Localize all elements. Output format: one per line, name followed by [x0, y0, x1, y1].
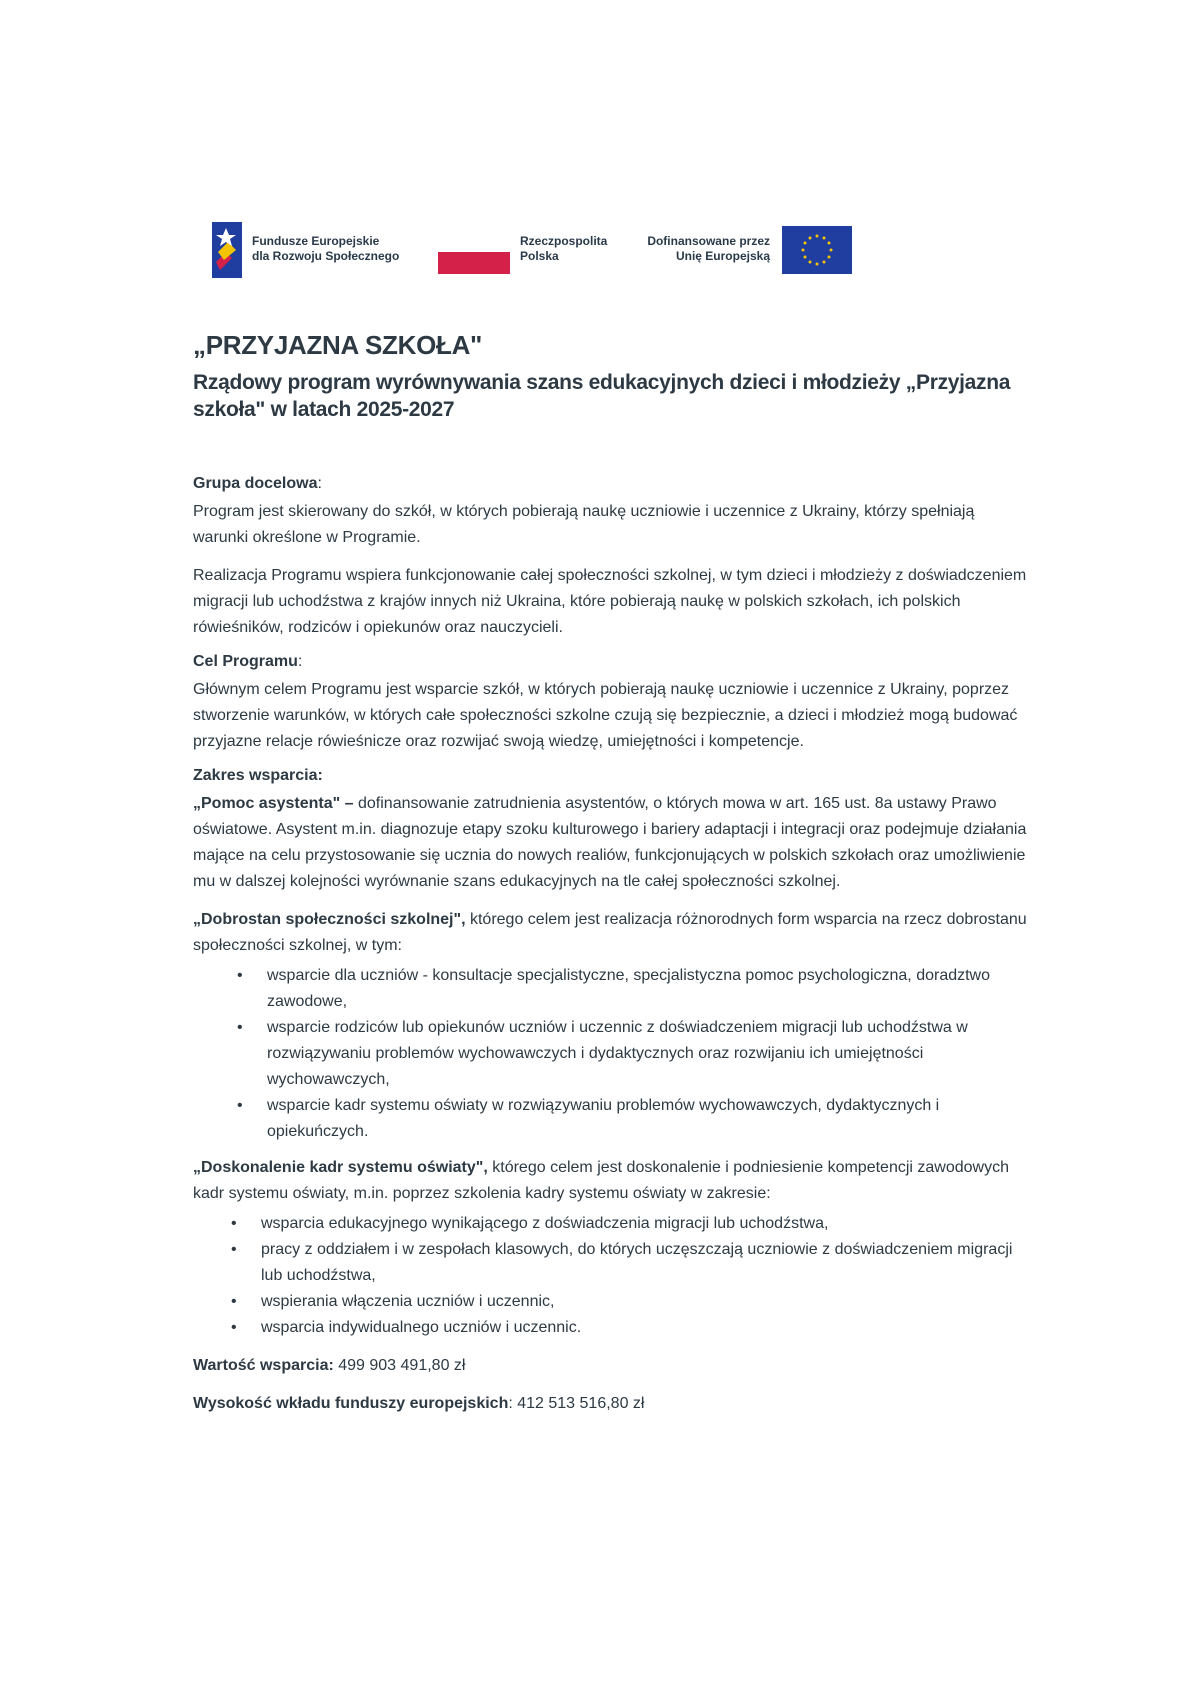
- fe-line-1: Fundusze Europejskie: [252, 234, 380, 248]
- target-group-colon: :: [317, 475, 322, 492]
- rp-line-2: Polska: [520, 249, 559, 263]
- rzeczpospolita-label: [520, 234, 607, 264]
- assistant-paragraph: [193, 791, 1033, 895]
- staff-bold: „Doskonalenie kadr systemu oświaty",: [193, 1159, 488, 1176]
- document-title: „PRZYJAZNA SZKOŁA": [193, 330, 483, 360]
- goal-paragraph: Głównym celem Programu jest wsparcie szkół, w których pobierają naukę uczniowie i uczennice z Ukrainy, poprzez stworzenie warunków, w których całe społeczności szkolne czują się bezpiecznie, a dzieci i młodzież mogą budować przyjazne relacje rówieśnicze oraz rozwijać swoją wiedzę, umiejętności i kompetencje.: [193, 681, 1018, 750]
- support-value: [193, 1353, 1033, 1379]
- rp-line-1: Rzeczpospolita: [520, 234, 608, 248]
- polish-flag-icon: [438, 230, 510, 274]
- target-group-paragraph-2: Realizacja Programu wspiera funkcjonowanie całej społeczności szkolnej, w tym dzieci i młodzieży z doświadczeniem migracji lub uchodźstwa z krajów innych niż Ukraina, które pobierają naukę w polskich szkołach, ich polskich rówieśników, rodziców i opiekunów oraz nauczycieli.: [193, 567, 1027, 636]
- eu-flag-icon: [782, 226, 852, 274]
- wellbeing-text: którego celem jest realizacja różnorodnych form wsparcia na rzecz dobrostanu społeczności szkolnej, w tym:: [193, 911, 1027, 954]
- fundusze-europejskie-label: [252, 234, 399, 264]
- goal-colon: :: [297, 653, 303, 670]
- wellbeing-list: [193, 963, 1033, 1145]
- logo-bar: [212, 220, 852, 280]
- fe-line-2: dla Rozwoju Społecznego: [252, 249, 400, 263]
- goal-heading-text: Cel Programu: [193, 653, 298, 670]
- target-group-heading-text: Grupa docelowa: [193, 475, 318, 492]
- eu-contribution-amount: 412 513 516,80 zł: [512, 1395, 645, 1412]
- list-item: • wspierania włączenia uczniów i uczennic,: [261, 1289, 1033, 1315]
- eu-line-2: Unię Europejską: [675, 249, 770, 263]
- list-item: • wsparcia indywidualnego uczniów i uczennic.: [261, 1315, 1033, 1341]
- eu-contribution-colon: :: [508, 1395, 513, 1412]
- support-value-amount: 499 903 491,80 zł: [333, 1357, 466, 1374]
- wellbeing-bold: „Dobrostan społeczności szkolnej",: [193, 911, 466, 928]
- target-group-heading: [193, 475, 1033, 493]
- document-subtitle: Rządowy program wyrównywania szans edukacyjnych dzieci i młodzieży „Przyjazna szkoła" w latach 2025-2027: [193, 371, 1011, 421]
- goal-heading: [193, 653, 1033, 671]
- eu-contribution-label: Wysokość wkładu funduszy europejskich: [193, 1395, 509, 1412]
- eu-contribution: [193, 1391, 1033, 1417]
- staff-list: [193, 1211, 1033, 1341]
- list-item: • wsparcie rodziców lub opiekunów uczniów i uczennic z doświadczeniem migracji lub uchodźstwa w rozwiązywaniu problemów wychowawczych i dydaktycznych oraz rozwijaniu ich umiejętności wychowawczych,: [267, 1015, 1033, 1093]
- list-item: • wsparcia edukacyjnego wynikającego z doświadczenia migracji lub uchodźstwa,: [261, 1211, 1033, 1237]
- staff-paragraph: [193, 1155, 1033, 1207]
- eu-cofinanced-label: [610, 234, 770, 264]
- list-item: • wsparcie dla uczniów - konsultacje specjalistyczne, specjalistyczna pomoc psychologiczna, doradztwo zawodowe,: [267, 963, 1033, 1015]
- list-item: • wsparcie kadr systemu oświaty w rozwiązywaniu problemów wychowawczych, dydaktycznych i opiekuńczych.: [267, 1093, 1033, 1145]
- staff-text: którego celem jest doskonalenie i podniesienie kompetencji zawodowych kadr systemu oświaty, m.in. poprzez szkolenia kadry systemu oświaty w zakresie:: [193, 1159, 1009, 1202]
- support-value-label: Wartość wsparcia:: [193, 1357, 334, 1374]
- scope-heading: Zakres wsparcia:: [193, 767, 323, 784]
- assistant-text: dofinansowanie zatrudnienia asystentów, o których mowa w art. 165 ust. 8a ustawy Prawo oświatowe. Asystent m.in. diagnozuje etapy szoku kulturowego i bariery adaptacji i integracji oraz podejmuje działania mające na celu przystosowanie się ucznia do nowych realiów, funkcjonujących w polskich szkołach oraz umożliwienie mu w dalszej kolejności wyrównanie szans edukacyjnych na tle całej społeczności szkolnej.: [193, 795, 1027, 890]
- assistant-bold: „Pomoc asystenta" –: [193, 795, 354, 812]
- document-body: [193, 330, 1033, 1425]
- target-group-paragraph-1: Program jest skierowany do szkół, w których pobierają naukę uczniowie i uczennice z Ukrainy, którzy spełniają warunki określone w Programie.: [193, 503, 975, 546]
- eu-line-1: Dofinansowane przez: [647, 234, 770, 248]
- fundusze-europejskie-logo-icon: [212, 222, 242, 278]
- wellbeing-paragraph: [193, 907, 1033, 959]
- list-item: • pracy z oddziałem i w zespołach klasowych, do których uczęszczają uczniowie z doświadczeniem migracji lub uchodźstwa,: [261, 1237, 1033, 1289]
